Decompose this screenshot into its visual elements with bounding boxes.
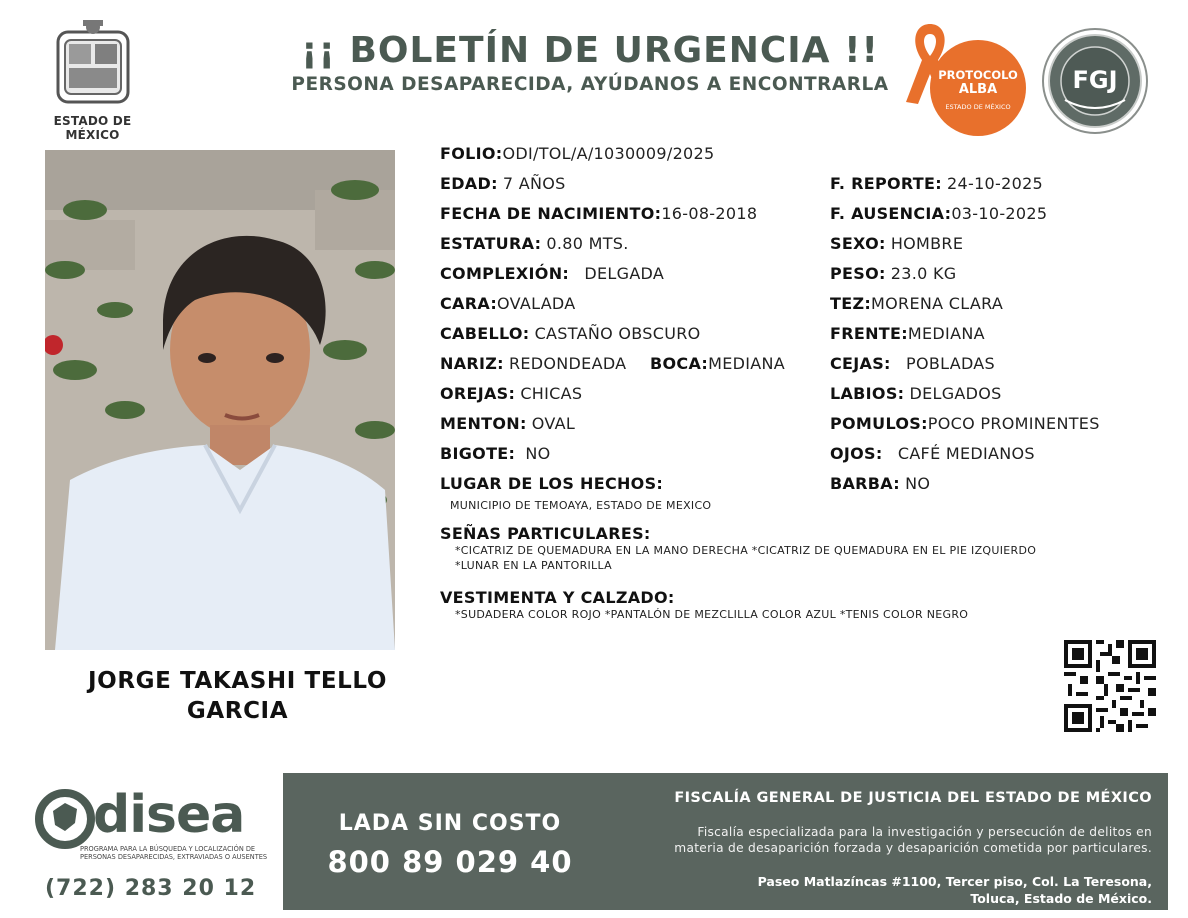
field-label: ESTATURA: bbox=[440, 234, 542, 253]
field-value: 03-10-2025 bbox=[951, 204, 1048, 223]
field-label: LABIOS: bbox=[830, 384, 905, 403]
field-label: EDAD: bbox=[440, 174, 498, 193]
field-tez bbox=[830, 294, 1003, 314]
field-fecha-nacimiento bbox=[440, 204, 757, 224]
field-edad bbox=[440, 174, 566, 194]
field-value: MEDIANA bbox=[907, 324, 985, 343]
field-label: SEXO: bbox=[830, 234, 886, 253]
field-label: BOCA: bbox=[650, 354, 709, 373]
alba-line1: PROTOCOLO bbox=[938, 68, 1018, 82]
field-lugar-value: MUNICIPIO DE TEMOAYA, ESTADO DE MEXICO bbox=[450, 499, 712, 512]
field-label: OREJAS: bbox=[440, 384, 516, 403]
field-value: NO bbox=[905, 474, 931, 493]
field-value: 0.80 MTS. bbox=[546, 234, 629, 253]
field-value: HOMBRE bbox=[890, 234, 964, 253]
vestimenta-label bbox=[440, 588, 675, 608]
field-value: ODI/TOL/A/1030009/2025 bbox=[502, 144, 715, 163]
fge-desc-line1: Fiscalía especializada para la investigación y persecución de delitos en bbox=[697, 825, 1152, 839]
field-label: F. REPORTE: bbox=[830, 174, 942, 193]
field-value: REDONDEADA bbox=[508, 354, 627, 373]
field-value: CHICAS bbox=[520, 384, 583, 403]
odisea-phone[interactable]: (722) 283 20 12 bbox=[45, 876, 257, 901]
field-frente bbox=[830, 324, 985, 344]
field-label: F. AUSENCIA: bbox=[830, 204, 952, 223]
fge-address bbox=[600, 873, 1152, 907]
qr-code[interactable] bbox=[1064, 640, 1156, 732]
odisea-word: disea bbox=[93, 785, 245, 845]
field-label: MENTON: bbox=[440, 414, 527, 433]
field-label: BARBA: bbox=[830, 474, 900, 493]
field-label: NARIZ: bbox=[440, 354, 504, 373]
fge-title: FISCALÍA GENERAL DE JUSTICIA DEL ESTADO DE MÉXICO bbox=[674, 790, 1152, 806]
fge-description bbox=[600, 824, 1152, 856]
field-complexion bbox=[440, 264, 664, 284]
person-photo-image bbox=[45, 150, 395, 650]
state-coat-of-arms bbox=[30, 18, 155, 142]
fgj-seal-label: FGJ bbox=[1072, 66, 1118, 94]
field-label: BIGOTE: bbox=[440, 444, 516, 463]
field-value: MORENA CLARA bbox=[871, 294, 1004, 313]
protocolo-alba-logo bbox=[900, 22, 1030, 132]
field-lugar-label bbox=[440, 474, 663, 494]
field-label: POMULOS: bbox=[830, 414, 928, 433]
field-value: POCO PROMINENTES bbox=[927, 414, 1100, 433]
field-value: MEDIANA bbox=[708, 354, 786, 373]
address-line2: Toluca, Estado de México. bbox=[970, 891, 1152, 906]
field-value: NO bbox=[525, 444, 551, 463]
field-value: OVALADA bbox=[497, 294, 576, 313]
field-f-reporte bbox=[830, 174, 1043, 194]
alba-line3: ESTADO DE MÉXICO bbox=[945, 103, 1011, 111]
person-name bbox=[45, 666, 430, 726]
field-label: FRENTE: bbox=[830, 324, 908, 343]
field-value: DELGADOS bbox=[909, 384, 1002, 403]
field-label: PESO: bbox=[830, 264, 886, 283]
odisea-map-icon bbox=[35, 789, 97, 851]
bulletin-title: ¡¡ BOLETÍN DE URGENCIA !! bbox=[301, 30, 879, 71]
lada-label: LADA SIN COSTO bbox=[338, 811, 562, 836]
field-value: 7 AÑOS bbox=[502, 174, 566, 193]
field-bigote bbox=[440, 444, 551, 464]
address-line1: Paseo Matlazíncas #1100, Tercer piso, Col. La Teresona, bbox=[757, 874, 1152, 889]
field-orejas bbox=[440, 384, 582, 404]
field-cabello bbox=[440, 324, 701, 344]
field-value: 23.0 KG bbox=[890, 264, 957, 283]
field-value: 16-08-2018 bbox=[661, 204, 758, 223]
senas-line1: *CICATRIZ DE QUEMADURA EN LA MANO DERECHA *CICATRIZ DE QUEMADURA EN EL PIE IZQUIERDO bbox=[455, 544, 1037, 557]
field-label: CEJAS: bbox=[830, 354, 891, 373]
field-label: CARA: bbox=[440, 294, 498, 313]
field-barba bbox=[830, 474, 930, 494]
field-boca bbox=[650, 354, 785, 374]
field-label: TEZ: bbox=[830, 294, 872, 313]
field-estatura bbox=[440, 234, 629, 254]
field-cara bbox=[440, 294, 576, 314]
field-value: CAFÉ MEDIANOS bbox=[897, 444, 1035, 463]
senas-heading: SEÑAS PARTICULARES: bbox=[440, 524, 651, 543]
field-value: POBLADAS bbox=[906, 354, 995, 373]
state-name: ESTADO DE MÉXICO bbox=[53, 114, 132, 142]
missing-person-photo bbox=[45, 150, 395, 650]
field-label: FOLIO: bbox=[440, 144, 503, 163]
field-label: OJOS: bbox=[830, 444, 883, 463]
field-ojos bbox=[830, 444, 1035, 464]
field-f-ausencia bbox=[830, 204, 1047, 224]
senas-line2: *LUNAR EN LA PANTORILLA bbox=[455, 559, 612, 572]
field-sexo bbox=[830, 234, 963, 254]
field-value: 24-10-2025 bbox=[947, 174, 1044, 193]
person-name-line2: GARCIA bbox=[186, 698, 289, 724]
coat-of-arms-icon bbox=[53, 18, 133, 108]
field-menton bbox=[440, 414, 575, 434]
bulletin-subtitle: PERSONA DESAPARECIDA, AYÚDANOS A ENCONTRARLA bbox=[291, 74, 889, 95]
lada-number[interactable]: 800 89 029 40 bbox=[327, 845, 573, 879]
fgj-seal bbox=[1040, 26, 1150, 136]
field-label: LUGAR DE LOS HECHOS: bbox=[440, 474, 664, 493]
field-value: DELGADA bbox=[584, 264, 665, 283]
odisea-program: PROGRAMA PARA LA BÚSQUEDA Y LOCALIZACIÓN DE PERSONAS DESAPARECIDAS, EXTRAVIADAS O AUSENTES bbox=[80, 845, 268, 861]
field-cejas bbox=[830, 354, 995, 374]
qr-code-icon bbox=[1064, 640, 1156, 732]
person-name-line1: JORGE TAKASHI TELLO bbox=[88, 668, 387, 694]
fge-desc-line2: materia de desaparición forzada y desaparición cometida por particulares. bbox=[674, 841, 1152, 855]
fgj-seal-icon bbox=[1040, 26, 1150, 136]
senas-label bbox=[440, 524, 651, 544]
field-value: CASTAÑO OBSCURO bbox=[534, 324, 701, 343]
field-labios bbox=[830, 384, 1002, 404]
bulletin-title-block bbox=[270, 30, 910, 98]
field-label: FECHA DE NACIMIENTO: bbox=[440, 204, 662, 223]
alba-line2: ALBA bbox=[958, 82, 998, 97]
field-folio bbox=[440, 144, 714, 164]
vestimenta-heading: VESTIMENTA Y CALZADO: bbox=[440, 588, 675, 607]
field-pomulos bbox=[830, 414, 1100, 434]
field-value: OVAL bbox=[531, 414, 576, 433]
field-label: COMPLEXIÓN: bbox=[440, 264, 570, 283]
vestimenta-line1: *SUDADERA COLOR ROJO *PANTALÓN DE MEZCLILLA COLOR AZUL *TENIS COLOR NEGRO bbox=[455, 608, 969, 621]
field-label: CABELLO: bbox=[440, 324, 530, 343]
field-peso bbox=[830, 264, 956, 284]
odisea-logo-block bbox=[35, 785, 275, 905]
field-nariz bbox=[440, 354, 626, 374]
